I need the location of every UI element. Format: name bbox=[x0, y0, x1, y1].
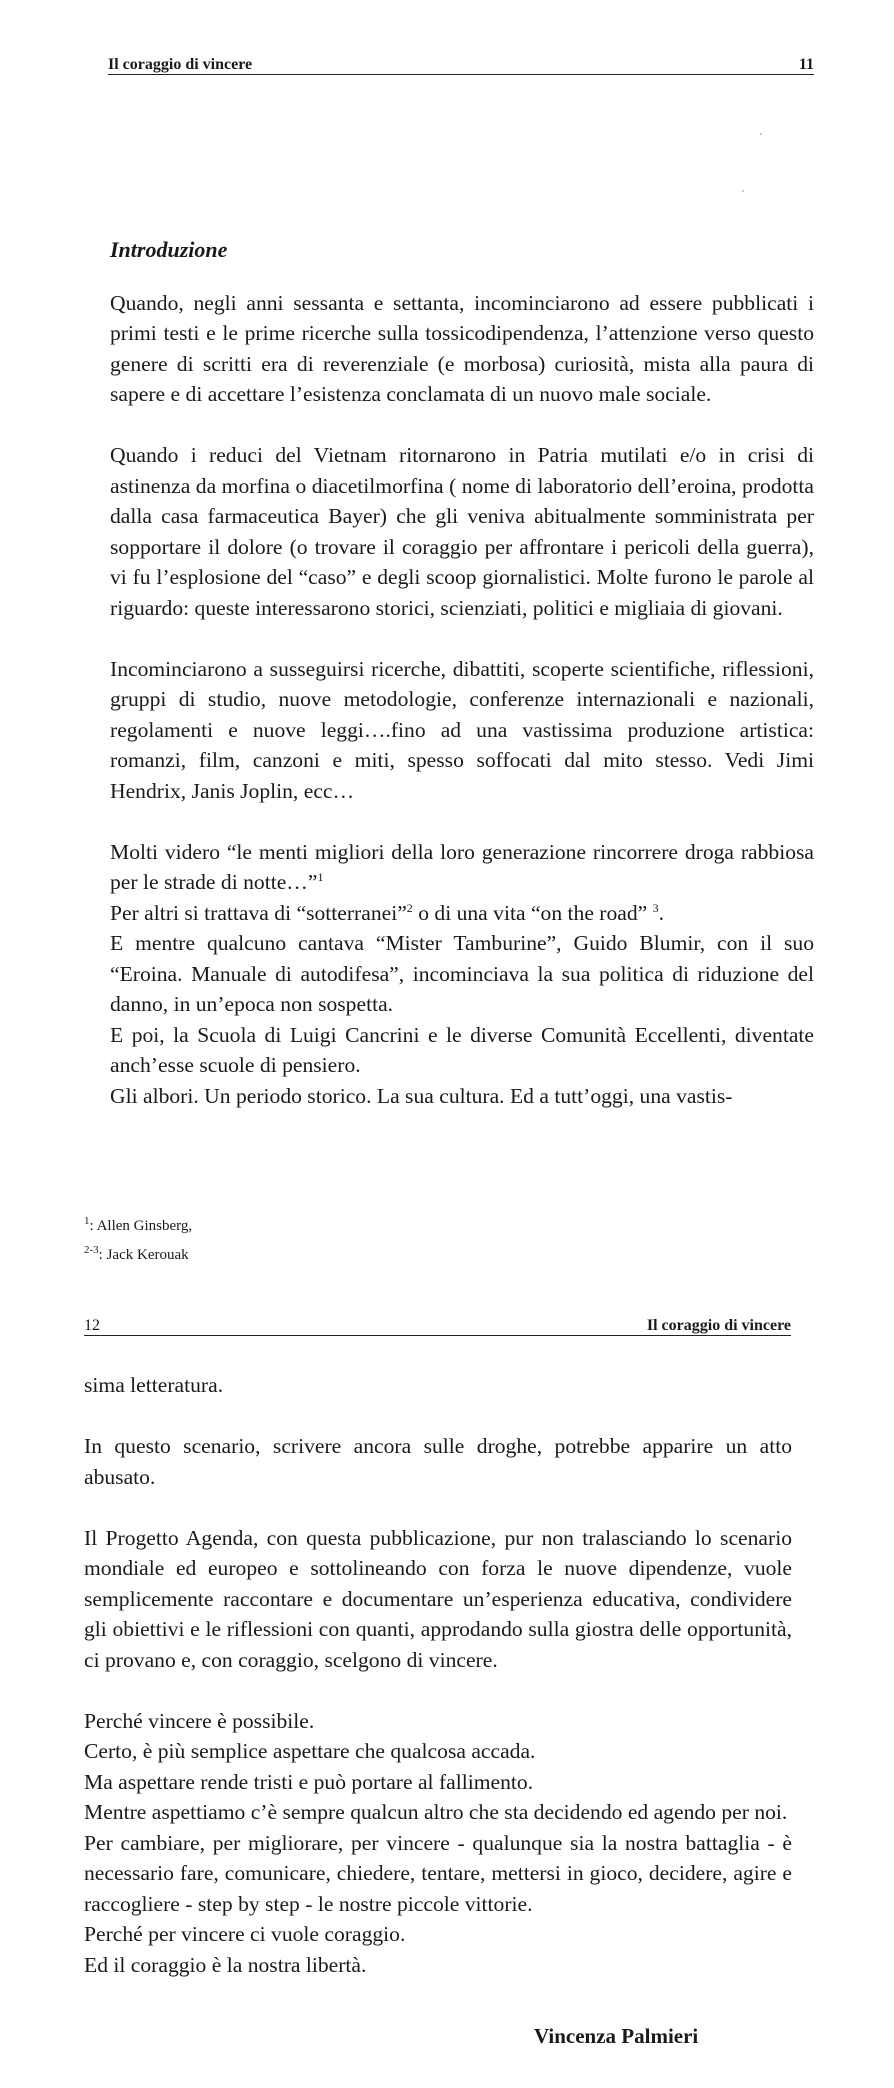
footnote-ref: 2 bbox=[406, 900, 413, 915]
page-number: 12 bbox=[84, 1317, 100, 1334]
text-line: Certo, è più semplice aspettare che qualcosa accada. bbox=[84, 1739, 536, 1763]
header-title: Il coraggio di vincere bbox=[108, 56, 253, 73]
scan-speck bbox=[760, 133, 762, 135]
text-line: Per altri si trattava di “sotterranei”$^2$ o di una vita “on the road” $^3$. bbox=[110, 900, 665, 925]
text-line: Ma aspettare rende tristi e può portare al fallimento. bbox=[84, 1769, 534, 1794]
author-signature: Vincenza Palmieri bbox=[534, 2024, 699, 2048]
paragraph: Il Progetto Agenda, con questa pubblicazione, pur non tralasciando lo scenario mondiale ed europeo e sottolineando con forza le nuove dipendenze, vuole semplicemente raccontare e documentare un’esperienza educativa, condividere gli obiettivi e le riflessioni con quanti, approdando sulla giostra delle opportunità, ci provano e, con coraggio, scelgono di vincere. bbox=[84, 1525, 792, 1672]
page-number: 11 bbox=[798, 56, 814, 73]
paragraph-lines bbox=[110, 837, 814, 1112]
page-12 bbox=[0, 1300, 894, 2088]
text-line: Gli albori. Un periodo storico. La sua cultura. Ed a tutt’oggi, una vastis- bbox=[110, 1083, 733, 1108]
footnotes bbox=[84, 1212, 192, 1270]
paragraph: Quando, negli anni sessanta e settanta, incominciarono ad essere pubblicati i primi testi e le prime ricerche sulla tossicodipendenza, l’attenzione verso questo genere di scritti era di reverenziale (e morbosa) curiosità, mista alla paura di sapere e di accettare l’esistenza conclamata di un nuovo male sociale. bbox=[110, 290, 814, 406]
paragraph: sima letteratura. bbox=[84, 1373, 224, 1397]
footnote-ref: 1 bbox=[317, 869, 324, 884]
text-line: Mentre aspettiamo c’è sempre qualcun altro che sta decidendo ed agendo per noi. bbox=[84, 1800, 788, 1824]
paragraph: Incominciarono a susseguirsi ricerche, dibattiti, scoperte scientifiche, riflessioni, gruppi di studio, nuove metodologie, conferenze internazionali e nazionali, regolamenti e nuove leggi….fino ad una vastissima produzione artistica: romanzi, film, canzoni e miti, spesso soffocati dal mito stesso. Vedi Jimi Hendrix, Janis Joplin, ecc… bbox=[110, 656, 814, 803]
text-line: E mentre qualcuno cantava “Mister Tamburine”, Guido Blumir, con il suo “Eroina. Manuale di autodifesa”, incominciava la sua politica di riduzione del danno, in un’epoca non sospetta. bbox=[110, 931, 814, 1016]
footnote-ref: 3 bbox=[652, 900, 659, 915]
body-text bbox=[110, 235, 814, 1142]
text-line: Per cambiare, per migliorare, per vincere - qualunque sia la nostra battaglia - è necessario fare, comunicare, chiedere, tentare, mettersi in gioco, decidere, agire e raccogliere - step by step - le nostre piccole vittorie. bbox=[84, 1830, 792, 1916]
text-line: Ed il coraggio è la nostra libertà. bbox=[84, 1952, 367, 1977]
text-line: Molti videro “le menti migliori della loro generazione rincorrere droga rabbiosa per le strade di notte…”$^1$ bbox=[110, 839, 814, 894]
running-header bbox=[84, 1313, 791, 1336]
section-heading: Introduzione bbox=[110, 237, 228, 262]
text-line: Perché vincere è possibile. bbox=[84, 1708, 315, 1733]
scan-speck bbox=[742, 190, 744, 192]
paragraph: In questo scenario, scrivere ancora sulle droghe, potrebbe apparire un atto abusato. bbox=[84, 1434, 792, 1489]
paragraph: Quando i reduci del Vietnam ritornarono in Patria mutilati e/o in crisi di astinenza da morfina o diacetilmorfina ( nome di laboratorio dell’eroina, prodotta dalla casa farmaceutica Bayer) che gli veniva abitualmente somministrata per sopportare il dolore (o trovare il coraggio per affrontare i pericoli della guerra), vi fu l’esplosione del “caso” e degli scoop giornalistici. Molte furono le parole al riguardo: queste interessarono storici, scienziati, politici e migliaia di giovani. bbox=[110, 443, 814, 620]
closing-lines bbox=[84, 1706, 792, 1981]
footnote: $^{2-3}$: Jack Kerouak bbox=[84, 1244, 189, 1263]
text-line: Perché per vincere ci vuole coraggio. bbox=[84, 1922, 406, 1946]
footnote: $^1$: Allen Ginsberg, bbox=[84, 1215, 193, 1234]
text-line: E poi, la Scuola di Luigi Cancrini e le diverse Comunità Eccellenti, diventate anch’esse scuole di pensiero. bbox=[110, 1022, 814, 1077]
running-header bbox=[108, 52, 814, 75]
header-title: Il coraggio di vincere bbox=[646, 1317, 791, 1334]
body-text bbox=[84, 1370, 792, 2011]
